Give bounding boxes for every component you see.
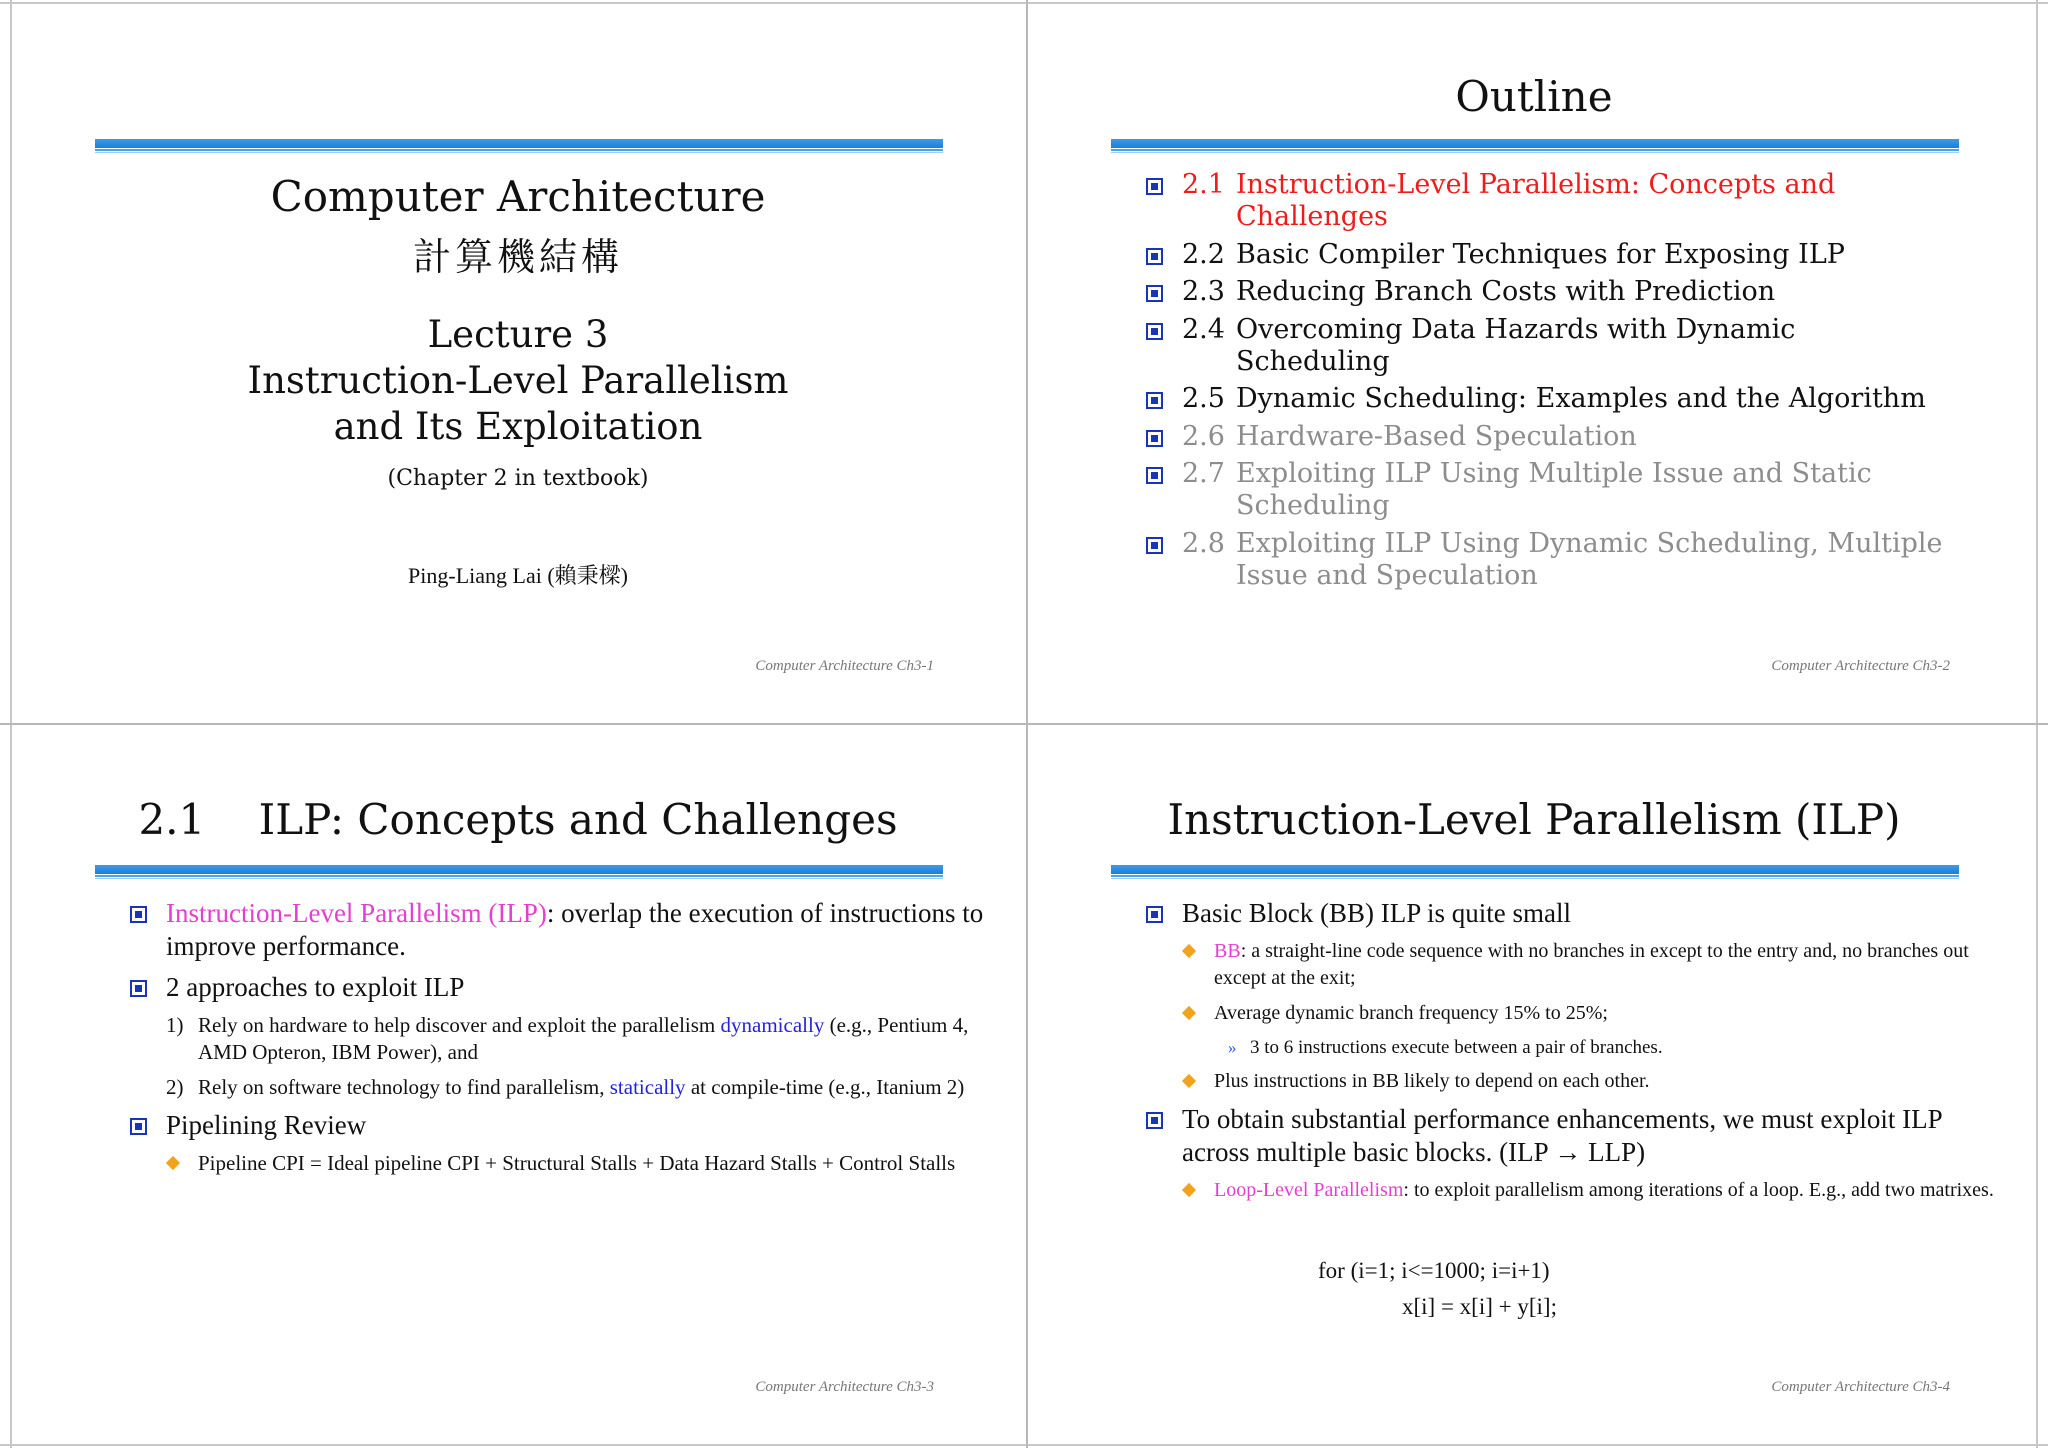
- course-title-cjk: 計算機結構: [412, 237, 623, 279]
- outline-item[interactable]: 2.1 Instruction-Level Parallelism: Concepts and Challenges: [1146, 169, 1976, 233]
- diamond-bullet-icon: [1182, 1006, 1196, 1020]
- lecture-number: Lecture 3: [427, 313, 609, 356]
- diamond-bullet-icon: [166, 1156, 180, 1170]
- author: Ping-Liang Lai (賴秉樑): [408, 563, 628, 588]
- bullet-pipelining: Pipelining Review: [130, 1109, 990, 1142]
- accent-bar: [1111, 865, 1959, 879]
- slide-title: Outline: [1455, 72, 1613, 121]
- lecture-subtitle-line2: and Its Exploitation: [333, 405, 703, 448]
- boxed-square-bullet-icon: [1146, 537, 1163, 554]
- slide-content: [1146, 897, 2006, 1212]
- slide-title: 2.1 ILP: Concepts and Challenges: [138, 795, 898, 844]
- slide-footer: Computer Architecture Ch3-4: [1771, 1379, 1950, 1395]
- slide-4-ilp[interactable]: [1028, 725, 2040, 1443]
- slide-footer: Computer Architecture Ch3-3: [755, 1379, 934, 1395]
- outline-item[interactable]: 2.2 Basic Compiler Techniques for Exposing ILP: [1146, 239, 1976, 271]
- boxed-square-bullet-icon: [1146, 1112, 1163, 1129]
- outline-item[interactable]: 2.3 Reducing Branch Costs with Prediction: [1146, 276, 1976, 308]
- outline-item[interactable]: 2.4 Overcoming Data Hazards with Dynamic Scheduling: [1146, 314, 1976, 378]
- boxed-square-bullet-icon: [130, 906, 147, 923]
- bullet-approaches: 2 approaches to exploit ILP: [130, 971, 990, 1004]
- sub-bullet-branch-frequency: Average dynamic branch frequency 15% to 25%;: [1146, 1000, 2006, 1027]
- diamond-bullet-icon: [1182, 1183, 1196, 1197]
- chapter-note: (Chapter 2 in textbook): [387, 466, 649, 491]
- bullet-basic-block: Basic Block (BB) ILP is quite small: [1146, 897, 2006, 930]
- sub-bullet-loop-level: Loop-Level Parallelism: to exploit parallelism among iterations of a loop. E.g., add two matrixes.: [1146, 1177, 2006, 1204]
- diamond-bullet-icon: [1182, 1074, 1196, 1088]
- boxed-square-bullet-icon: [1146, 392, 1163, 409]
- boxed-square-bullet-icon: [1146, 248, 1163, 265]
- code-line-for: for (i=1; i<=1000; i=i+1): [1318, 1258, 1550, 1283]
- frame-bottom: [0, 1444, 2048, 1446]
- sub-sub-bullet-instructions: » 3 to 6 instructions execute between a pair of branches.: [1228, 1037, 1663, 1058]
- code-line-body: x[i] = x[i] + y[i];: [1402, 1294, 1557, 1319]
- outline-item[interactable]: 2.6 Hardware-Based Speculation: [1146, 421, 1976, 453]
- accent-bar: [95, 865, 943, 879]
- boxed-square-bullet-icon: [1146, 285, 1163, 302]
- sub-bullet-software: 2) Rely on software technology to find parallelism, statically at compile-time (e.g., Itanium 2): [166, 1075, 965, 1099]
- boxed-square-bullet-icon: [130, 1118, 147, 1135]
- accent-bar: [95, 139, 943, 153]
- slide-footer: Computer Architecture Ch3-1: [755, 658, 934, 674]
- slide-content: [130, 897, 990, 1185]
- boxed-square-bullet-icon: [1146, 430, 1163, 447]
- outline-item[interactable]: 2.8 Exploiting ILP Using Dynamic Scheduling, Multiple Issue and Speculation: [1146, 528, 1976, 592]
- bullet-ilp-definition: Instruction-Level Parallelism (ILP): overlap the execution of instructions to improve performance.: [130, 897, 990, 963]
- outline-list: [1146, 169, 1976, 597]
- outline-item[interactable]: 2.5 Dynamic Scheduling: Examples and the Algorithm: [1146, 383, 1976, 415]
- lecture-heading: [12, 312, 1024, 450]
- slide-2-outline[interactable]: [1028, 4, 2040, 722]
- slide-3-ilp-concepts[interactable]: [12, 725, 1024, 1443]
- boxed-square-bullet-icon: [130, 980, 147, 997]
- double-chevron-bullet-icon: »: [1228, 1038, 1237, 1057]
- boxed-square-bullet-icon: [1146, 178, 1163, 195]
- sub-bullet-dependence: Plus instructions in BB likely to depend on each other.: [1146, 1068, 2006, 1095]
- sub-bullet-hardware: 1) Rely on hardware to help discover and exploit the parallelism dynamically (e.g., Pentium 4, AMD Opteron, IBM Power), and: [166, 1013, 969, 1064]
- boxed-square-bullet-icon: [1146, 906, 1163, 923]
- lecture-subtitle-line1: Instruction-Level Parallelism: [247, 359, 789, 402]
- slide-1-title[interactable]: [12, 4, 1024, 722]
- boxed-square-bullet-icon: [1146, 323, 1163, 340]
- boxed-square-bullet-icon: [1146, 467, 1163, 484]
- slide-title: Instruction-Level Parallelism (ILP): [1167, 795, 1901, 844]
- bullet-substantial-performance: To obtain substantial performance enhancements, we must exploit ILP across multiple basic blocks. (ILP → LLP): [1146, 1103, 2006, 1169]
- slide-footer: Computer Architecture Ch3-2: [1771, 658, 1950, 674]
- diamond-bullet-icon: [1182, 944, 1196, 958]
- sub-bullet-cpi: Pipeline CPI = Ideal pipeline CPI + Structural Stalls + Data Hazard Stalls + Control Stalls: [130, 1150, 990, 1177]
- sub-bullet-bb-definition: BB: a straight-line code sequence with no branches in except to the entry and, no branches out except at the exit;: [1146, 938, 2006, 992]
- accent-bar: [1111, 139, 1959, 153]
- course-title: Computer Architecture: [270, 172, 766, 221]
- outline-item[interactable]: 2.7 Exploiting ILP Using Multiple Issue and Static Scheduling: [1146, 458, 1976, 522]
